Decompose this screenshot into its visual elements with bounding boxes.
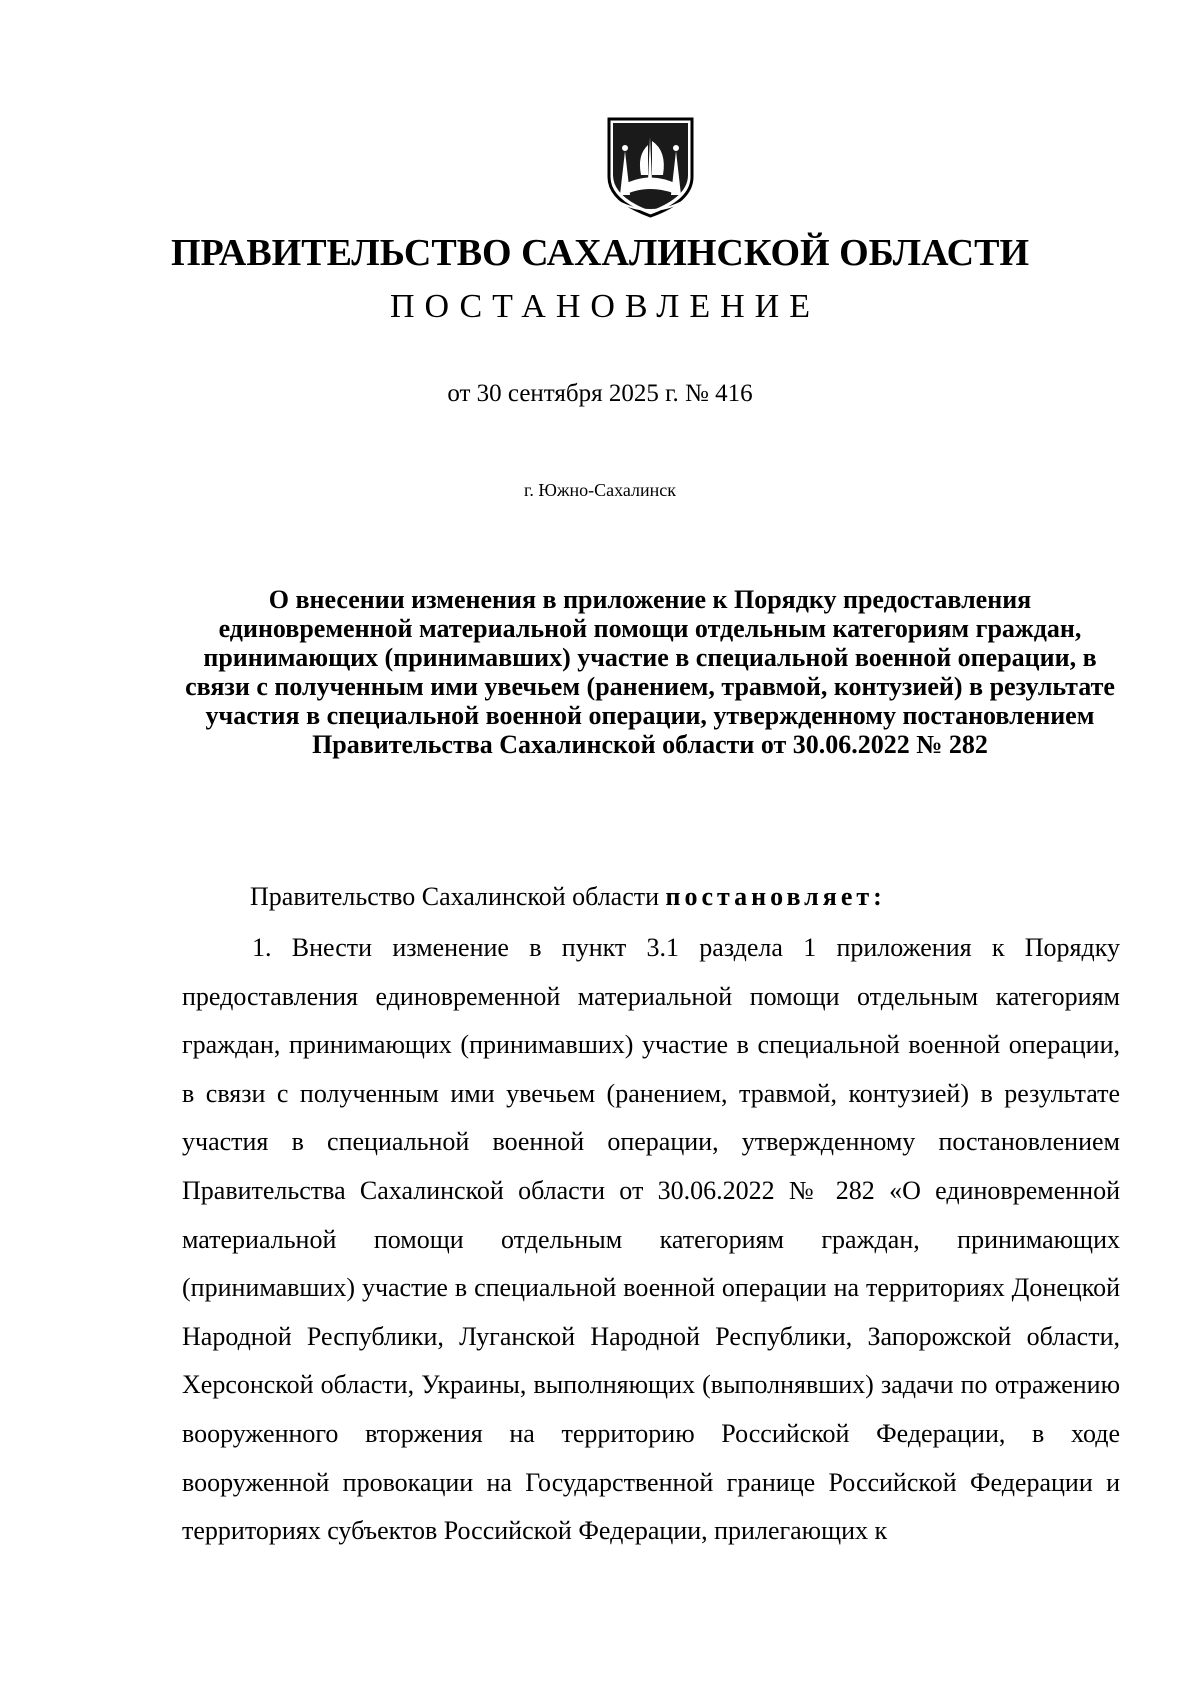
document-city: г. Южно-Сахалинск: [523, 480, 677, 500]
preamble-suffix: :: [873, 882, 886, 911]
document-date-number: от 30 сентября 2025 г. № 416: [447, 380, 753, 407]
government-name-heading: ПРАВИТЕЛЬСТВО САХАЛИНСКОЙ ОБЛАСТИ: [170, 232, 1030, 274]
document-subject-title: О внесении изменения в приложение к Порядку предоставления единовременной материальной помощи отдельным категориям граждан, принимающих (принимавших) участие в специальной военной операции, в связи с полученным ими увечьем (ранением, травмой, контузией) в результате участия в специальной военной операции, утвержденному постановлением Правительства Сахалинской области от 30.06.2022 № 282: [185, 585, 1115, 759]
preamble-paragraph: [250, 880, 1130, 914]
coat-of-arms-emblem: [603, 115, 698, 219]
document-type-heading: ПОСТАНОВЛЕНИЕ: [389, 288, 821, 325]
preamble-verb: постановляет: [665, 882, 874, 911]
paragraph-1: 1. Внести изменение в пункт 3.1 раздела 1 приложения к Порядку предоставления единовременной материальной помощи отдельным категориям граждан, принимающих (принимавших) участие в специальной военной операции, в связи с полученным ими увечьем (ранением, травмой, контузией) в результате участия в специальной военной операции, утвержденному постановлением Правительства Сахалинской области от 30.06.2022 № 282 «О единовременной материальной помощи отдельным категориям граждан, принимающих (принимавших) участие в специальной военной операции на территориях Донецкой Народной Республики, Луганской Народной Республики, Запорожской области, Херсонской области, Украины, выполняющих (выполнявших) задачи по отражению вооруженного вторжения на территорию Российской Федерации, в ходе вооруженной провокации на Государственной границе Российской Федерации и территориях субъектов Российской Федерации, прилегающих к: [182, 933, 1120, 1546]
preamble-text: Правительство Сахалинской области: [250, 882, 666, 911]
